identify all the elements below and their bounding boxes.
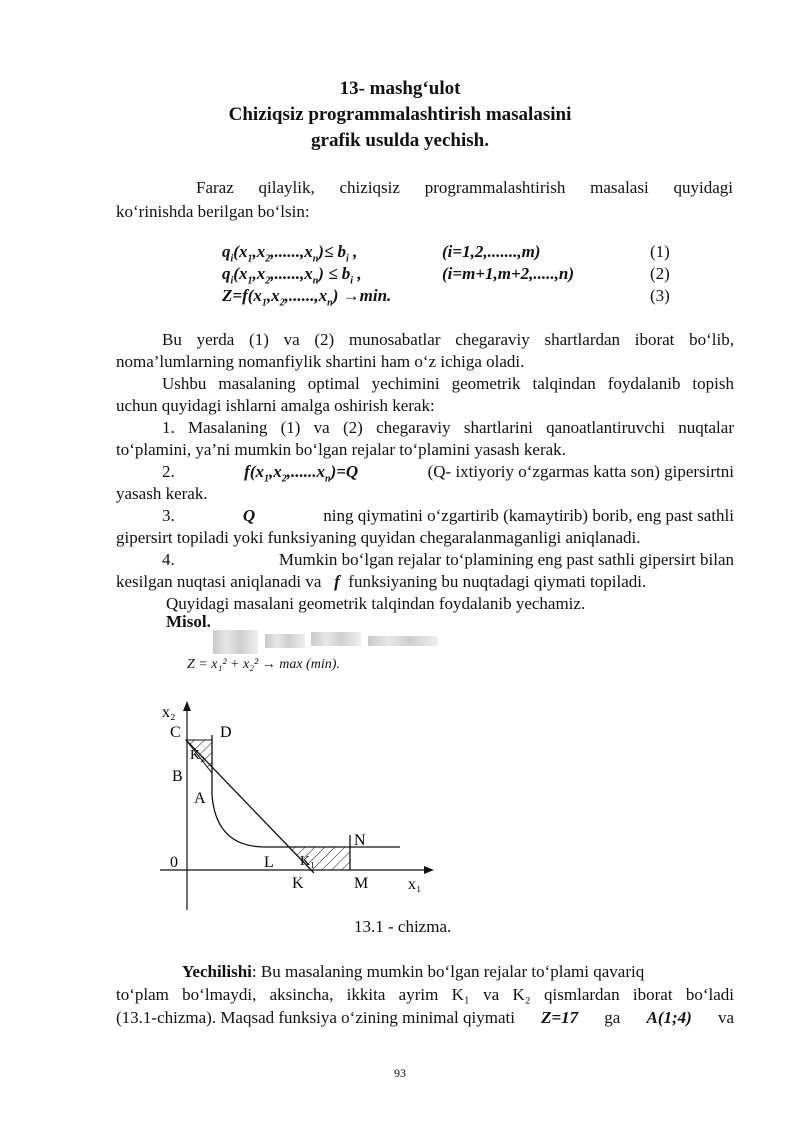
- heading-topic-line1: Chiziqsiz programmalashtirish masalasini: [228, 104, 572, 125]
- solution-line1: Yechilishi: Bu masalaning mumkin bo‘lgan rejalar to‘plami qavariq: [182, 962, 645, 981]
- solution-line3: (13.1-chizma). Maqsad funksiya o‘zining minimal qiymati Z=17 ga A(1;4) va: [116, 1008, 734, 1027]
- label-b: B: [172, 768, 183, 785]
- label-k1: K₁: [300, 854, 315, 869]
- step-3-line2: gipersirt topiladi yoki funksiyaning quyidan chegaralanmaganligi aniqlanadi.: [116, 528, 641, 547]
- figure-13-1: [150, 695, 450, 915]
- point-a: A(1;4): [646, 1008, 692, 1027]
- heading-topic-line2: grafik usulda yechish.: [311, 130, 489, 151]
- step-2-text: (Q- ixtiyoriy o‘zgarmas katta son) gipersirtni: [427, 462, 734, 481]
- step-3-line1: [162, 506, 734, 526]
- step-4-text: Mumkin bo‘lgan rejalar to‘plamining eng past sathli gipersirt bilan: [278, 550, 734, 569]
- label-l: L: [264, 854, 274, 871]
- objective-function: Z = x₁² + x₂² → max (min).: [187, 657, 340, 672]
- paragraph-1-line1: Bu yerda (1) va (2) munosabatlar chegaraviy shartlardan iborat bo‘lib,: [162, 330, 734, 349]
- example-label: Misol.: [166, 612, 211, 631]
- word: Faraz: [196, 178, 234, 197]
- label-k2: K₂: [190, 748, 205, 763]
- step-3-q: Q: [242, 506, 256, 525]
- step-2-line1: [162, 462, 734, 484]
- equation-2: $q_i(x_1,x_2,......,x_n) \le b_i$ ,: [222, 264, 362, 287]
- equation-1: $q_i(x_1,x_2,......,x_n)\le b_i$ ,: [222, 242, 358, 265]
- paragraph-2-line1: Ushbu masalaning optimal yechimini geometrik talqindan foydalanib topish: [162, 374, 734, 393]
- figure-caption: 13.1 - chizma.: [354, 917, 452, 936]
- label-x2: x₂: [162, 704, 176, 721]
- equation-3-number: (3): [650, 286, 670, 305]
- step-number: 4.: [162, 550, 175, 569]
- boundary-curve: [212, 735, 400, 847]
- word: programmalashtirish: [424, 178, 566, 197]
- step-2-expression: $f(x_1,x_2,......x_n)=Q$: [244, 462, 359, 485]
- solution-line2: to‘plam bo‘lmaydi, aksincha, ikkita ayrim K₁ va K₂ qismlardan iborat bo‘ladi: [116, 985, 734, 1004]
- region-k1: [288, 847, 350, 870]
- label-origin: 0: [170, 854, 178, 871]
- label-a: A: [194, 790, 206, 807]
- x2-axis-arrow: [183, 701, 191, 711]
- scan-artifact: [213, 628, 438, 658]
- intro-line2: ko‘rinishda berilgan bo‘lsin:: [116, 202, 310, 221]
- paragraph-3: Quyidagi masalani geometrik talqindan foydalanib yechamiz.: [166, 594, 586, 613]
- step-number: 3.: [162, 506, 175, 525]
- equation-1-range: (i=1,2,.......,m): [442, 242, 541, 261]
- paragraph-1-line2: noma’lumlarning nomanfiylik shartini ham o‘z ichiga oladi.: [116, 352, 525, 371]
- page-number: 93: [394, 1066, 406, 1080]
- label-d: D: [220, 724, 232, 741]
- solution-label: Yechilishi: [182, 962, 252, 981]
- step-4-line2: kesilgan nuqtasi aniqlanadi va f funksiyaning bu nuqtadagi qiymati topiladi.: [116, 572, 647, 591]
- equation-1-number: (1): [650, 242, 670, 261]
- label-m: M: [354, 875, 369, 892]
- label-k: K: [292, 875, 304, 892]
- step-3-text: ning qiymatini o‘zgartirib (kamaytirib) borib, eng past sathli: [323, 506, 734, 525]
- step-1-line1: 1. Masalaning (1) va (2) chegaraviy shartlarini qanoatlantiruvchi nuqtalar: [162, 418, 734, 437]
- paragraph-2-line2: uchun quyidagi ishlarni amalga oshirish kerak:: [116, 396, 435, 415]
- value-z: Z=17: [541, 1008, 579, 1027]
- word: masalasi: [590, 178, 649, 197]
- label-x1: x₁: [408, 876, 422, 893]
- intro-line1: [196, 178, 733, 198]
- step-number: 2.: [162, 462, 175, 481]
- step-2-line2: yasash kerak.: [116, 484, 208, 503]
- label-n: N: [354, 832, 366, 849]
- word: chiziqsiz: [339, 178, 400, 197]
- heading-lesson: 13- mashg‘ulot: [339, 78, 461, 99]
- label-c: C: [170, 724, 181, 741]
- word: qilaylik,: [258, 178, 315, 197]
- word: quyidagi: [673, 178, 733, 197]
- equation-3: $Z=f(x_1,x_2,......,x_n) \to\min$.: [222, 286, 392, 309]
- step-4-line1: [162, 550, 734, 570]
- x1-axis-arrow: [424, 866, 434, 874]
- step-1-line2: to‘plamini, ya’ni mumkin bo‘lgan rejalar to‘plamini yasash kerak.: [116, 440, 566, 459]
- equation-2-number: (2): [650, 264, 670, 283]
- equation-2-range: (i=m+1,m+2,.....,n): [442, 264, 575, 283]
